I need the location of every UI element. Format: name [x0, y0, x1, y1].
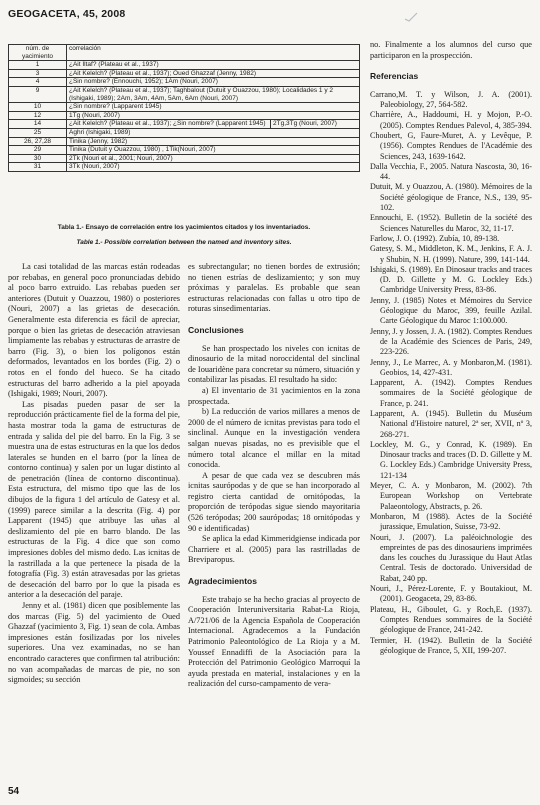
reference-item: Nouri, J., Pérez-Lorente, F. y Boutakiout, M. (2001). Geogaceta, 29, 83-86.	[370, 584, 532, 604]
reference-item: Dutuit, M. y Ouazzou, A. (1980). Mémoires de la Société géologique de France, N.S., 139, 95-102.	[370, 182, 532, 213]
table-cell: 9	[9, 86, 67, 102]
reference-item: Ishigaki, S. (1989). En Dinosaur tracks and traces (D. D. Gillette y M. G. Lockley Eds.) Cambridge University Press, 83-86.	[370, 264, 532, 295]
table-row	[9, 78, 360, 87]
table-cell: ¿Ait Kelelch? (Plateau et al., 1937); Taghbalout (Dutuit y Ouazzou, 1980); Localidades 1 y 2 (Ishigaki, 1989); 2Am, 3Am, 4Am, 5Am, 6Am (Nouri, 2007)	[67, 86, 360, 102]
table-cell-text: ¿Ait Kelelch? (Plateau et al., 1937); ¿Sin nombre? (Lapparent 1945)	[69, 120, 266, 128]
table-header-row	[9, 45, 360, 61]
reference-item: Choubert, G, Faure-Muret, A. y Levêque, P. (1956). Comptes Rendues de l'Académie des Sciences, 243, 1639-1642.	[370, 130, 532, 161]
paragraph: Las pisadas pueden pasar de ser la reproducción prácticamente fiel de la forma del pie, hasta mostrar toda la gama de estructuras de entrada y salida del pie del barro. En la Fig. 3 se muestra una de estas estructuras en la que los dedos laterales se hunden en el barro (por la línea de contorno continua) y salen por un lugar distinto al de penetración (línea de contorno discontinua). Esta estructura, del mismo tipo que las de los dibujos de la figura 1 del artículo de Gatesy et al. (1999) parece similar a la descrita (Fig. 4) por Lapparent (1945) que atribuye las uñas al deslizamiento del pie en barro blando. De las estructuras de la Fig. 4 dice que son como impresiones dobles del mismo dedo. Las icnitas de la rastrillada a la que pertenece la pisada de la fotografía (Fig. 3) están atravesadas por las grietas de desecación del barro por lo que la pisada es anterior a la desecación del paraje.	[8, 399, 180, 600]
table-row	[9, 69, 360, 78]
table-row	[9, 86, 360, 102]
table-cell: ¿Ait Kelelch? (Plateau et al., 1937); Oued Ghazzaf (Jenny, 1982)	[67, 69, 360, 78]
section-heading-references: Referencias	[370, 71, 419, 82]
section-heading-acknowledgements: Agradecimientos	[188, 576, 257, 587]
decorative-tick-icon	[404, 12, 418, 22]
paragraph: A pesar de que cada vez se descubren más icnitas saurópodas y de que se han incorporado al registro cierta cantidad de ornitópodas, la proporción de terópodas sigue siendo mayoritaria (526 terópodas; 200 saurópodas; 18 ornitópodas y 90 e identificadas)	[188, 470, 360, 533]
text-column-3	[370, 40, 532, 656]
table-row	[9, 128, 360, 137]
table-cell: 3Tk (Nouri, 2007)	[67, 163, 360, 172]
text-column-1	[8, 262, 180, 686]
table-cell: 29	[9, 146, 67, 155]
reference-item: Nouri, J. (2007). La paléoichnologie des empreintes de pas des dinosauriens imprimées dans les couches du Jurassique du Haut Atlas Central. Tesis de doctorado. Universidad de Rabat, 240 pp.	[370, 532, 532, 583]
reference-item: Plateau, H., Giboulet, G. y Roch,E. (1937). Comptes Rendues sommaires de la Société géologique de France, 241-242.	[370, 604, 532, 635]
table-header-site-number: núm. de yacimiento	[9, 45, 67, 61]
reference-item: Ennouchi, E. (1952). Bulletin de la société des Sciences Naturelles du Maroc, 32, 11-17.	[370, 213, 532, 233]
table-cell: ¿Sin nombre? (Lapparent 1945)	[67, 103, 360, 112]
table-cell: Aghri (Ishigaki, 1989)	[67, 128, 360, 137]
reference-item: Termier, H. (1942). Bulletin de la Société géologique de France, 5, XII, 199-207.	[370, 635, 532, 655]
correlation-table	[8, 44, 360, 172]
table-row	[9, 137, 360, 146]
paragraph: es subrectangular; no tienen bordes de extrusión; no tienen estrías de deslizamiento; y son muy próximas y paralelas. Es probable que sean estructuras relacionadas con fallas u otro tipo de roturas sinsedimentarias.	[188, 262, 360, 314]
reference-item: Jenny, J., Le Marrec, A. y Monbaron,M. (1981). Geobios, 14, 427-431.	[370, 357, 532, 377]
reference-item: Carrano,M. T. y Wilson, J. A. (2001). Paleobiology, 27, 564-582.	[370, 89, 532, 110]
table-row	[9, 61, 360, 70]
reference-item: Gatesy, S. M., Middleton, K. M., Jenkins, F. A. J. y Shubin, N. H. (1999). Nature, 399, 141-144.	[370, 244, 532, 264]
paragraph: Se han prospectado los niveles con icnitas de dinosaurio de la mitad noroccidental del sinclinal de Iouaridène para concretar su número, situación y contabilizar las pisadas. El resultado ha sido:	[188, 343, 360, 385]
reference-item: Jenny, J. y Jossen, J. A. (1982). Comptes Rendues de la Académie des Sciences de Paris, 249, 223-226.	[370, 326, 532, 357]
reference-item: Lapparent, A. (1945). Bulletin du Muséum National d'Histoire naturel, 2ª ser, XVII, nº 3, 268-271.	[370, 408, 532, 439]
paragraph: b) La reducción de varios millares a menos de 2000 de el número de icnitas previstas para todo el sinclinal. Aunque en la investigación vendera salgan nuevas pisadas, no es previsible que el número total alcance el millar en la mitad conocida.	[188, 407, 360, 470]
table-cell: 30	[9, 154, 67, 163]
table-header-correlation: correlación	[67, 45, 360, 61]
table-cell: 4	[9, 78, 67, 87]
table-row	[9, 120, 360, 129]
section-heading-conclusions: Conclusiones	[188, 324, 244, 335]
table-cell: ¿Ait Iltaf? (Plateau et al., 1937)	[67, 61, 360, 70]
reference-item: Monbaron, M (1988). Actes de la Société jurassique, Emulation, Suisse, 73-92.	[370, 511, 532, 532]
page-number: 54	[8, 786, 20, 797]
table-cell: 3	[9, 69, 67, 78]
table-cell: Tinika (Jenny, 1982)	[67, 137, 360, 146]
table-caption-spanish: Tabla 1.- Ensayo de correlación entre los yacimientos citados y los inventariados.	[57, 224, 311, 231]
paragraph: La casi totalidad de las marcas están rodeadas por rebabas, en general poco pronunciadas debido al poco barro extruido. Las rebabas pueden ser anteriores (Dutuit y Ouazzou, 1980) o posteriores (Nouri, 2007) a las grietas de desecación. Generalmente esta diferencia es fácil de apreciar, porque o bien las grietas de desecación atraviesan limpiamente las rebabas y estructuras de arrastre de barro (Fig. 3), o bien los polígonos están deformados, levantados en los bordes (Fig. 2) o rotos en el fondo del hueco. Se ha citado estructuras del barro adherido a la piel apoyada (Ishigaki, 1989; Nouri, 2007).	[8, 262, 180, 399]
table-caption-english: Table 1.- Possible correlation between the named and inventory sites.	[76, 239, 292, 246]
reference-list	[370, 90, 532, 656]
reference-item: Meyer, C. A. y Monbaron, M. (2002). 7th European Workshop on Vertebrate Palaeontology, Abstracts, p. 26.	[370, 481, 532, 511]
table-cell: 14	[9, 120, 67, 129]
table-cell: 31	[9, 163, 67, 172]
table-row	[9, 154, 360, 163]
reference-item: Farlow, J. O. (1992). Zubía, 10, 89-138.	[370, 233, 500, 243]
reference-item: Lockley, M. G., y Conrad, K. (1989). En Dinosaur tracks and traces (D. D. Gillette y M. G. Lockley Eds.) Cambridge University Press, 121-134	[370, 439, 532, 480]
table-cell	[67, 120, 360, 129]
table-row	[9, 111, 360, 120]
text-column-2	[188, 262, 360, 690]
paragraph: no. Finalmente a los alumnos del curso que participaron en la prospección.	[370, 40, 532, 60]
reference-item: Charrière, A., Haddoumi, H. y Mojon, P.-O. (2005). Comptes Rendues Palevol, 4, 385-394.	[370, 110, 532, 130]
reference-item: Dalla Vecchia, F., 2005. Natura Nascosta, 30, 16-44.	[370, 161, 532, 182]
reference-item: Lapparent, A. (1942). Comptes Rendues sommaires de la Société géologique de France, p. 241.	[370, 378, 532, 408]
table-cell: Tinika (Dutuit y Ouazzou, 1980) , 1Tik(Nouri, 2007)	[67, 146, 360, 155]
reference-item: Jenny, J. (1985) Notes et Mémoires du Service Géologique du Maroc, 399, feuille Azilal. Carte Géologique du Maroc 1:100.000.	[370, 295, 532, 326]
table-cell: 26, 27,28	[9, 137, 67, 146]
table-cell: 2Tk (Nouri et al., 2001; Nouri, 2007)	[67, 154, 360, 163]
table-cell: 10	[9, 103, 67, 112]
table-cell-extra: 2Tg,3Tg (Nouri, 2007)	[270, 120, 359, 128]
paragraph: Jenny et al. (1981) dicen que posiblemente las dos marcas (Fig. 5) del yacimiento de Oued Ghazzaf (yacimiento 3, Fig. 1) sean de cola. Ambas impresiones están fosilizadas por los niveles superiores. Una vez examinadas, no se han encontrado caracteres que confirmen tal atribución: no van acompañadas de marcas de pie, no son sigmoides; su sección	[8, 601, 180, 685]
paragraph: Se aplica la edad Kimmeridgiense indicada por Charriere et al. (2005) para las rastrilladas de Breviparopus.	[188, 534, 360, 565]
table-cell: ¿Sin nombre? (Ennouchi, 1952); 1Am (Nouri, 2007)	[67, 78, 360, 87]
table-row	[9, 146, 360, 155]
table-cell: 1	[9, 61, 67, 70]
table-row	[9, 163, 360, 172]
table-cell: 25	[9, 128, 67, 137]
paragraph: a) El inventario de 31 yacimientos en la zona prospectada.	[188, 385, 360, 406]
table-cell: 12	[9, 111, 67, 120]
paragraph: Este trabajo se ha hecho gracias al proyecto de Cooperación Interuniversitaria Rabat-La Rioja, A/721/06 de la Agencia Española de Cooperación Internacional. Agradecemos a la Fundación Patrimonio Paleontológico de La Rioja y a M. Youssef Ennadiffi de la Asociación para la Protección del Patrimonio Geológico Marroquí la ayuda prestada en material, instalaciones y en la realización del curso-campamento de vera-	[188, 594, 360, 689]
journal-header: GEOGACETA, 45, 2008	[8, 8, 126, 20]
table-cell: 1Tg (Nouri, 2007)	[67, 111, 360, 120]
table-row	[9, 103, 360, 112]
